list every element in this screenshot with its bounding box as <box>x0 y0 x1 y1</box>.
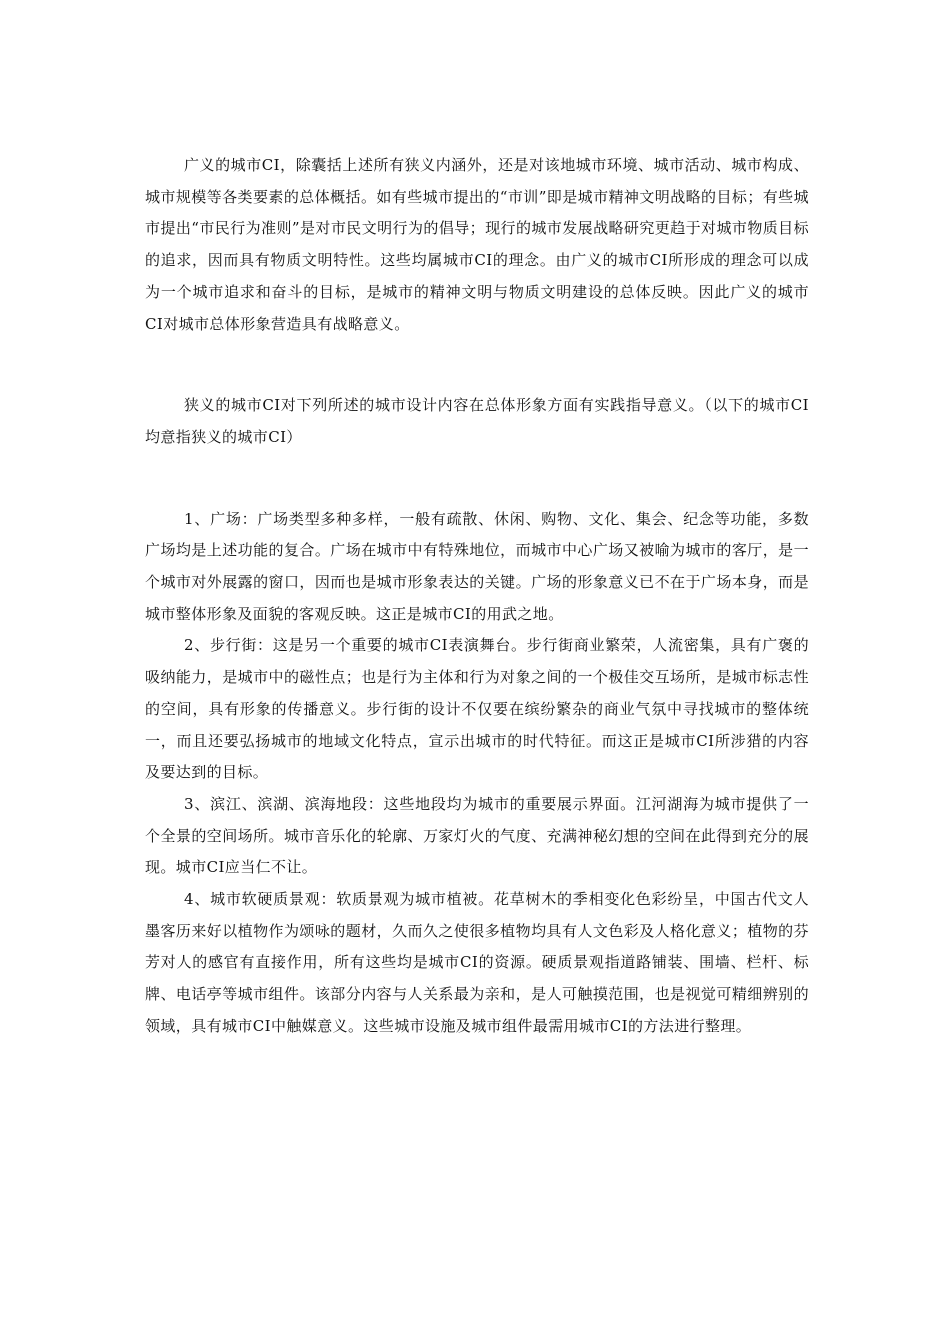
paragraph-item-square: 1、广场：广场类型多种多样，一般有疏散、休闲、购物、文化、集会、纪念等功能，多数广场均是上述功能的复合。广场在城市中有特殊地位，而城市中心广场又被喻为城市的客厅，是一个城市对外展露的窗口，因而也是城市形象表达的关键。广场的形象意义已不在于广场本身，而是城市整体形象及面貌的客观反映。这正是城市CI的用武之地。 <box>145 509 809 623</box>
document-page <box>145 150 809 1043</box>
paragraph-broad-city-ci: 广义的城市CI，除囊括上述所有狭义内涵外，还是对该地城市环境、城市活动、城市构成、城市规模等各类要素的总体概括。如有些城市提出的“市训”即是城市精神文明战略的目标；有些城市提出“市民行为准则”是对市民文明行为的倡导；现行的城市发展战略研究更趋于对城市物质目标的追求，因而具有物质文明特性。这些均属城市CI的理念。由广义的城市CI所形成的理念可以成为一个城市追求和奋斗的目标，是城市的精神文明与物质文明建设的总体反映。因此广义的城市CI对城市总体形象营造具有战略意义。 <box>145 156 809 333</box>
paragraph-item-pedestrian-street: 2、步行街：这是另一个重要的城市CI表演舞台。步行街商业繁荣，人流密集，具有广褒的吸纳能力，是城市中的磁性点；也是行为主体和行为对象之间的一个极佳交互场所，是城市标志性的空间，具有形象的传播意义。步行街的设计不仅要在缤纷繁杂的商业气氛中寻找城市的整体统一，而且还要弘扬城市的地域文化特点，宣示出城市的时代特征。而这正是城市CI所涉猎的内容及要达到的目标。 <box>145 636 809 782</box>
paragraph-spacer <box>145 340 809 390</box>
paragraph-narrow-city-ci: 狭义的城市CI对下列所述的城市设计内容在总体形象方面有实践指导意义。（以下的城市CI均意指狭义的城市CI） <box>145 396 809 446</box>
paragraph-spacer <box>145 454 809 504</box>
paragraph-item-landscape: 4、城市软硬质景观：软质景观为城市植被。花草树木的季相变化色彩纷呈，中国古代文人墨客历来好以植物作为颂咏的题材，久而久之使很多植物均具有人文色彩及人格化意义；植物的芬芳对人的感官有直接作用，所有这些均是城市CI的资源。硬质景观指道路铺装、围墙、栏杆、标牌、电话亭等城市组件。该部分内容与人关系最为亲和，是人可触摸范围，也是视觉可精细辨别的领域，具有城市CI中触媒意义。这些城市设施及城市组件最需用城市CI的方法进行整理。 <box>145 890 809 1035</box>
paragraph-item-waterfront: 3、滨江、滨湖、滨海地段：这些地段均为城市的重要展示界面。江河湖海为城市提供了一个全景的空间场所。城市音乐化的轮廓、万家灯火的气度、充满神秘幻想的空间在此得到充分的展现。城市CI应当仁不让。 <box>145 794 809 877</box>
